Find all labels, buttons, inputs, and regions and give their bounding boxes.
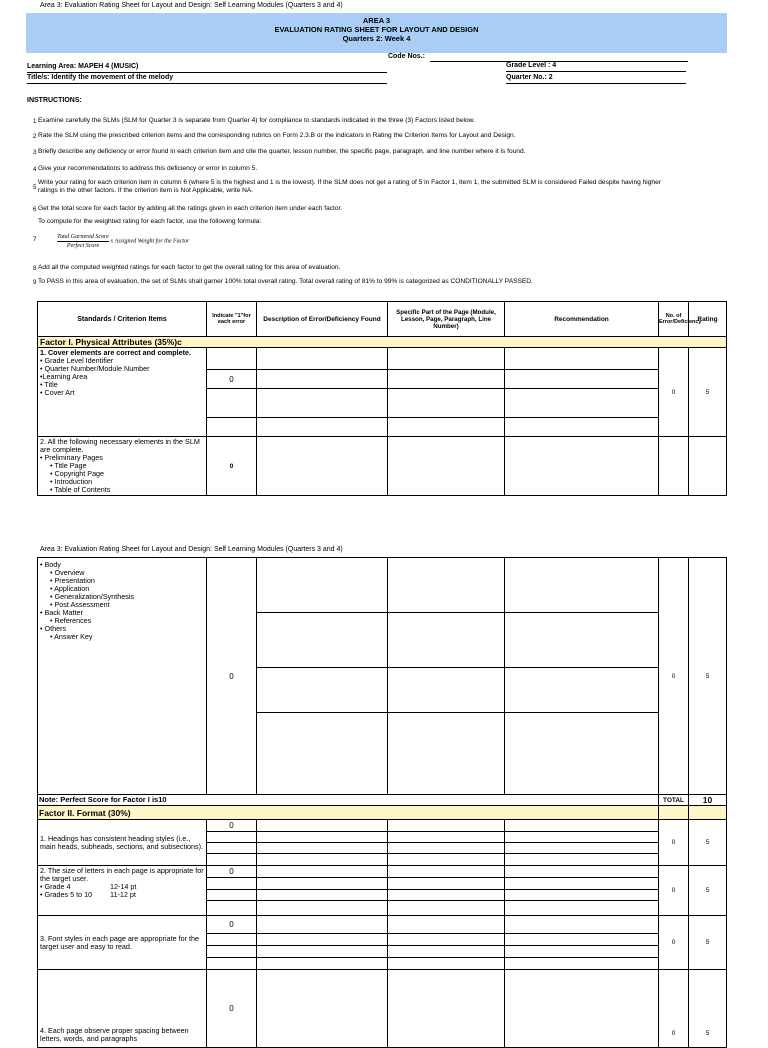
formula-multiplier: x Assigned Weight for the Factor [110,238,190,245]
indicate-cell[interactable] [207,854,257,866]
recommendation-cell[interactable] [505,713,659,795]
specific-cell[interactable] [388,958,505,970]
recommendation-cell[interactable] [505,389,659,418]
specific-cell[interactable] [388,843,505,854]
instr-num-4: 4 [33,166,37,173]
description-cell[interactable] [257,890,388,901]
criterion-spacing: 4. Each page observe proper spacing between letters, words, and paragraphs [38,970,207,1048]
rating-value[interactable]: 5 [689,970,727,1048]
total-value[interactable]: 10 [689,795,727,806]
description-cell[interactable] [257,946,388,958]
specific-cell[interactable] [388,934,505,946]
code-nos-label: Code Nos.: [388,53,425,60]
list-item: • Back Matter [40,608,83,617]
description-cell[interactable] [257,934,388,946]
recommendation-cell[interactable] [505,946,659,958]
recommendation-cell[interactable] [505,613,659,668]
specific-cell[interactable] [388,558,505,613]
instr-num-7: 7 [33,236,37,243]
indicate-value[interactable]: 0 [207,820,257,832]
instr-num-5: 5 [33,184,37,191]
banner-line-2: EVALUATION RATING SHEET FOR LAYOUT AND DESIGN [274,25,479,34]
list-item: • Copyright Page [50,469,105,478]
area-banner [26,13,727,53]
table-header-row [38,302,727,337]
list-item: • Others [40,624,67,633]
recommendation-cell[interactable] [505,970,659,1048]
recommendation-cell[interactable] [505,370,659,389]
indicate-value[interactable]: 0 [207,437,257,496]
criterion-headings: 1. Headings has consistent heading styles (i.e., main heads, subheads, sections, and subsections). [38,820,207,866]
indicate-cell[interactable] [207,878,257,890]
description-cell[interactable] [257,866,388,878]
indicate-value[interactable]: 0 [207,970,257,1048]
indicate-cell[interactable] [207,946,257,958]
banner-line-3: Quarters 2: Week 4 [342,34,411,43]
list-item: • Quarter Number/Module Number [40,364,150,373]
specific-cell[interactable] [388,613,505,668]
instr-num-9: 9 [33,279,37,286]
recommendation-cell[interactable] [505,668,659,713]
criterion-cover-elements [38,348,207,437]
col-indicate: Indicate "1"for each error [207,302,257,337]
rating-table-page1 [37,301,727,496]
list-item: • Title Page [50,461,87,470]
formula [57,234,189,249]
table-row [38,348,727,370]
description-cell[interactable] [257,370,388,389]
indicate-cell[interactable] [207,832,257,843]
recommendation-cell[interactable] [505,832,659,843]
errors-count[interactable]: 0 [659,916,689,970]
indicate-value[interactable]: 0 [207,370,257,389]
grade-label: • Grade 4 [40,882,71,891]
description-cell[interactable] [257,958,388,970]
recommendation-cell[interactable] [505,958,659,970]
factor2-row [38,806,727,820]
list-item [40,891,204,899]
description-cell[interactable] [257,970,388,1048]
col-rating: Rating [689,302,727,337]
table-row [38,558,727,613]
table-row [38,866,727,878]
formula-bar [57,241,109,242]
specific-cell[interactable] [388,668,505,713]
indicate-value[interactable]: 0 [207,916,257,934]
recommendation-cell[interactable] [505,820,659,832]
code-nos-line [430,61,688,62]
list-item: •Learning Area [40,372,88,381]
quarter-no-line [506,83,686,84]
criterion-necessary-elements [38,437,207,496]
indicate-cell[interactable] [207,389,257,418]
recommendation-cell[interactable] [505,934,659,946]
instr-num-1: 1 [33,118,37,125]
factor2-errors-cell [659,806,689,820]
instr-5: Write your rating for each criterion item in column 6 (where 5 is the highest and 1 is the lowest). If the SLM does not get a rating of 5 in Factor 1, Item 1, the submitted SLM is considered Failed despite having higher [38,179,661,186]
factor2-rating-cell [689,806,727,820]
instr-2: Rate the SLM using the prescribed criterion items and the corresponding rubrics on Form 2.3.B or the indicators in Rating the Criterion Items for Layout and Design. [38,132,516,139]
quarter-no: Quarter No.: 2 [506,74,553,81]
specific-cell[interactable] [388,878,505,890]
list-item: • Body [40,560,61,569]
list-item: • Cover Art [40,388,75,397]
instr-num-8: 8 [33,265,37,272]
indicate-cell[interactable] [207,418,257,437]
formula-numerator: Total Garnered Score [57,234,109,240]
list-item: • Answer Key [50,632,93,641]
criterion-title: 2. The size of letters in each page is appropriate for the target user. [40,866,204,883]
learning-area: Learning Area: MAPEH 4 (MUSIC) [27,63,139,70]
instr-5-cont: ratings in the other factors. If the criterion item is Not Applicable, write NA. [38,187,254,194]
learning-area-line [27,72,387,73]
instr-3: Briefly describe any deficiency or error found in each criterion item and cite the quarter, lesson number, the specific page, paragraph, and line number where it is found. [38,148,526,155]
factor1-row [38,337,727,348]
recommendation-cell[interactable] [505,878,659,890]
criterion-letter-size [38,866,207,916]
indicate-value[interactable]: 0 [207,866,257,878]
description-cell[interactable] [257,820,388,832]
instr-6-formula-intro: To compute for the weighted rating for each factor, use the following formula: [38,218,262,225]
specific-cell[interactable] [388,832,505,843]
perfect-score-note: Note: Perfect Score for Factor I is10 [38,795,659,806]
list-item: • Application [50,584,90,593]
specific-cell[interactable] [388,866,505,878]
rating-value[interactable]: 5 [689,820,727,866]
indicate-value[interactable]: 0 [207,558,257,795]
list-item: • Post Assessment [50,600,110,609]
col-description: Description of Error/Deficiency Found [257,302,388,337]
specific-cell[interactable] [388,348,505,370]
indicate-cell[interactable] [207,934,257,946]
errors-count[interactable]: 0 [659,820,689,866]
running-header: Area 3: Evaluation Rating Sheet for Layout and Design: Self Learning Modules (Quarters 3 and 4) [40,2,343,9]
table-row [38,820,727,832]
specific-cell[interactable] [388,970,505,1048]
table-row [38,970,727,1048]
instr-num-3: 3 [33,149,37,156]
formula-denominator: Perfect Score [66,243,100,249]
recommendation-cell[interactable] [505,558,659,613]
instr-4: Give your recommendations to address this deficiency or error in column 5. [38,165,258,172]
recommendation-cell[interactable] [505,916,659,934]
list-item: • Generalization/Synthesis [50,592,135,601]
list-item: • Preliminary Pages [40,453,103,462]
specific-cell[interactable] [388,890,505,901]
banner-line-1: AREA 3 [362,16,391,25]
grade-level-line [506,71,686,72]
specific-cell[interactable] [388,901,505,916]
list-item: • Title [40,380,58,389]
indicate-cell[interactable] [207,890,257,901]
description-cell[interactable] [257,832,388,843]
indicate-cell[interactable] [207,958,257,970]
indicate-cell[interactable] [207,901,257,916]
instr-num-2: 2 [33,133,37,140]
recommendation-cell[interactable] [505,418,659,437]
description-cell[interactable] [257,389,388,418]
total-row [38,795,727,806]
rating-cell[interactable] [689,437,727,496]
table-row [38,437,727,496]
recommendation-cell[interactable] [505,843,659,854]
errors-count[interactable]: 0 [659,558,689,795]
list-item: • References [50,616,92,625]
criterion-font-styles: 3. Font styles in each page are appropriate for the target user and easy to read. [38,916,207,970]
errors-cell[interactable] [659,437,689,496]
recommendation-cell[interactable] [505,437,659,496]
col-recommendation: Recommendation [505,302,659,337]
recommendation-cell[interactable] [505,890,659,901]
factor1-title: Factor I. Physical Attributes (35%)c [38,337,727,348]
description-cell[interactable] [257,713,388,795]
rating-value[interactable]: 5 [689,866,727,916]
recommendation-cell[interactable] [505,901,659,916]
specific-cell[interactable] [388,713,505,795]
total-label: TOTAL [659,795,689,806]
col-no-errors: No. of Error/Deficiency [659,302,689,337]
description-cell[interactable] [257,348,388,370]
titles: Title/s: Identify the movement of the melody [27,74,174,81]
list-item: • Grade Level Identifier [40,356,114,365]
description-cell[interactable] [257,916,388,934]
description-cell[interactable] [257,843,388,854]
specific-cell[interactable] [388,370,505,389]
specific-cell[interactable] [388,916,505,934]
instr-8: Add all the computed weighted ratings for each factor to get the overall rating for this area of evaluation. [38,264,341,271]
description-cell[interactable] [257,418,388,437]
grade-label: • Grades 5 to 10 [40,890,93,899]
rating-value[interactable]: 5 [689,558,727,795]
specific-cell[interactable] [388,437,505,496]
instr-1: Examine carefully the SLMs (SLM for Quarter 3 is separate from Quarter 4) for compliance to standards indicated in the three (3) Factors listed below. [38,117,475,124]
table-row [38,916,727,934]
description-cell[interactable] [257,613,388,668]
rating-value[interactable]: 5 [689,348,727,437]
rating-table-page2 [37,557,727,1048]
rating-value[interactable]: 5 [689,916,727,970]
specific-cell[interactable] [388,854,505,866]
list-item: • Overview [50,568,85,577]
description-cell[interactable] [257,558,388,613]
instr-num-6: 6 [33,206,37,213]
size-range: 11-12 pt [110,890,136,899]
recommendation-cell[interactable] [505,866,659,878]
description-cell[interactable] [257,901,388,916]
specific-cell[interactable] [388,418,505,437]
col-standards: Standards / Criterion Items [38,302,207,337]
instr-6: Get the total score for each factor by adding all the ratings given in each criterion item under each factor. [38,205,343,212]
specific-cell[interactable] [388,946,505,958]
size-range: 12-14 pt [110,882,137,891]
criterion-title: 2. All the following necessary elements in the SLM are complete. [40,437,200,454]
recommendation-cell[interactable] [505,854,659,866]
running-header-page2: Area 3: Evaluation Rating Sheet for Layout and Design: Self Learning Modules (Quarters 3 and 4) [40,546,343,553]
list-item: • Presentation [50,576,95,585]
description-cell[interactable] [257,878,388,890]
description-cell[interactable] [257,437,388,496]
errors-count[interactable]: 0 [659,970,689,1048]
errors-count[interactable]: 0 [659,866,689,916]
list-item: • Table of Contents [50,485,111,494]
recommendation-cell[interactable] [505,348,659,370]
indicate-cell[interactable] [207,348,257,370]
description-cell[interactable] [257,854,388,866]
specific-cell[interactable] [388,820,505,832]
titles-line [27,83,387,84]
specific-cell[interactable] [388,389,505,418]
criterion-necessary-elements-cont [38,558,207,795]
col-specific-part: Specific Part of the Page (Module, Lesson, Page, Paragraph, Line Number) [388,302,505,337]
errors-count[interactable]: 0 [659,348,689,437]
criterion-title: 1. Cover elements are correct and complete. [40,348,192,357]
instr-9: To PASS in this area of evaluation, the set of SLMs shall garner 100% total overall rating. Total overall rating of 81% to 99% is categorized as CONDITIONALLY PASSED. [38,278,533,285]
description-cell[interactable] [257,668,388,713]
factor2-title: Factor II. Format (30%) [38,806,659,820]
grade-level: Grade Level : 4 [506,62,557,69]
list-item: • Introduction [50,477,93,486]
instructions-title: INSTRUCTIONS: [27,97,82,104]
indicate-cell[interactable] [207,843,257,854]
